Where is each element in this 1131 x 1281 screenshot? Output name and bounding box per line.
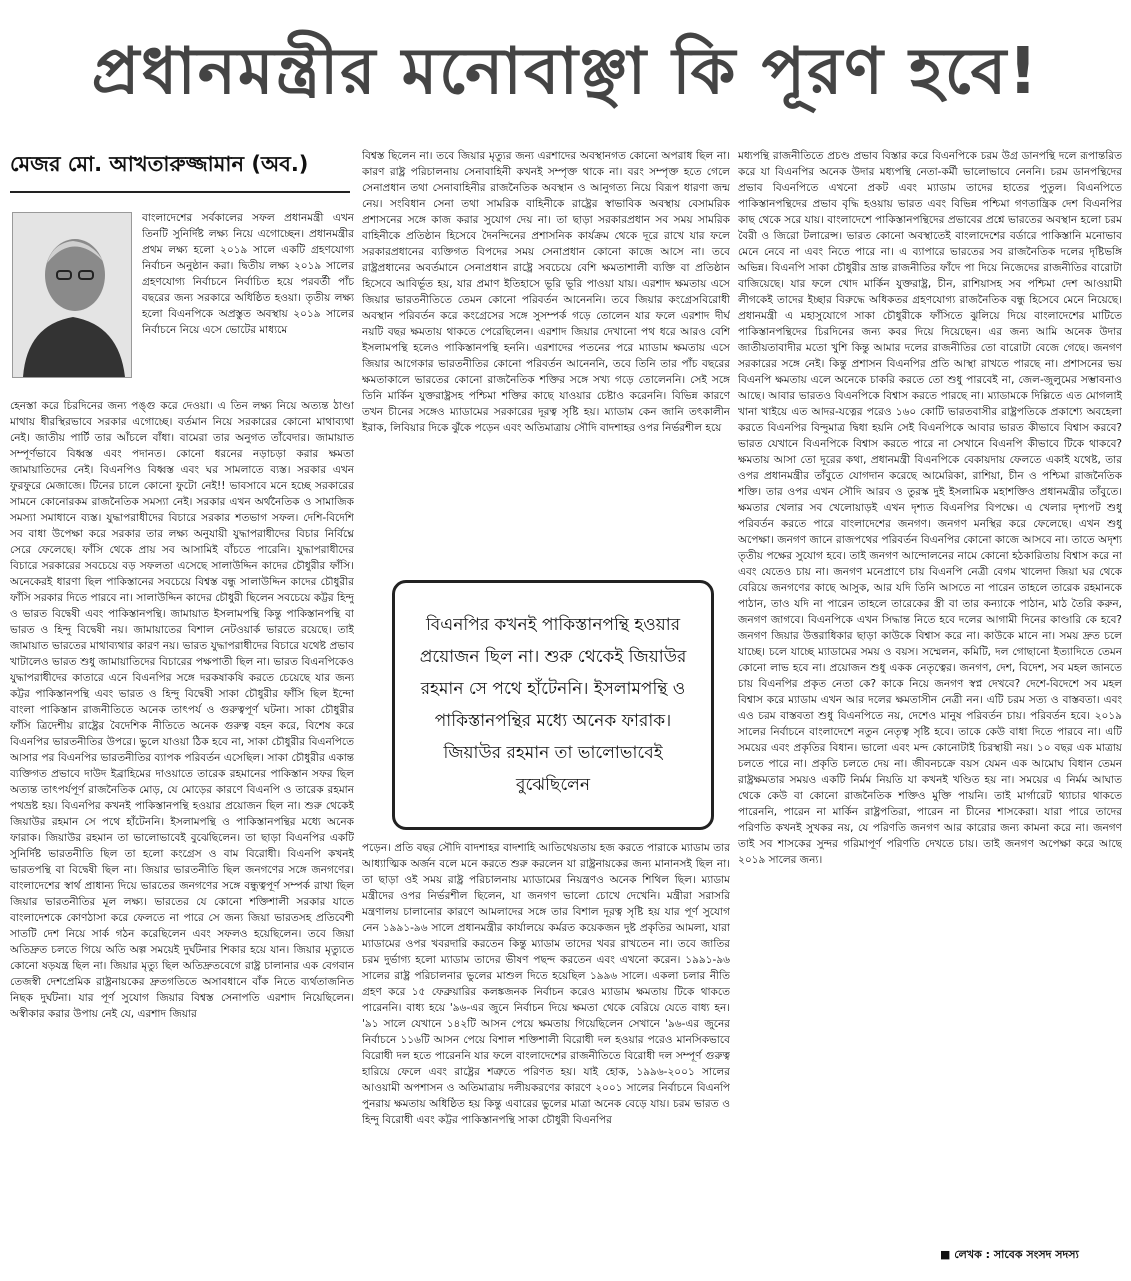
column-3: মধ্যপন্থি রাজনীতিতে প্রচণ্ড প্রভাব বিস্তার করে বিএনপিকে চরম উগ্র ডানপন্থি দলে রূপান্তরিত করে যা বিএনপির অনেক উদার মধ্যপন্থি নেতা-কর্মী ভালোভাবে নেননি। চরম ডানপন্থিদের প্রভাব বিএনপিতে এখনো প্রকট এবং ম্যাডাম তাদের হাতের পুতুল। বিএনপিতে পাকিস্তানপন্থিদের প্রভাব বৃদ্ধি হওয়ায় ভারত এবং বিভিন্ন পশ্চিমা গণতান্ত্রিক দেশ বিএনপির কাছ থেকে সরে যায়। বাংলাদেশে পাকিস্তানপন্থিদের প্রভাবের প্রশ্নে ভারতের অবস্থান হলো চরম বৈরী ও জিরো টলারেন্স। ভারত কোনো অবস্থাতেই বাংলাদেশের বর্ডারে পাকিস্তানি মনোভাব মেনে নেবে না এবং নিতে পারে না। এ ব্যাপারে ভারতের সব রাজনৈতিক দলের দৃষ্টিভঙ্গি অভিন্ন। বিএনপি সাকা চৌধুরীর ভ্রান্ত রাজনীতির ফাঁদে পা দিয়ে নিজেদের রাজনীতির বারোটা বাজিয়েছে। যার ফলে খোদ মার্কিন যুক্তরাষ্ট্র, চীন, রাশিয়াসহ সব পশ্চিমা দেশ আওয়ামী লীগকেই তাদের ইচ্ছার বিরুদ্ধে অধিকতর গ্রহণযোগ্য রাজনৈতিক বন্ধু হিসেবে মেনে নিয়েছে। প্রধানমন্ত্রী এ মহাসুযোগে সাকা চৌধুরীকে ফাঁসিতে ঝুলিয়ে দিয়ে বাংলাদেশের মাটিতে পাকিস্তানপন্থিদের চিরদিনের জন্য কবর দিয়ে দিয়েছেন। এর জন্য আমি অনেক উদার জাতীয়তাবাদীর মতো খুশি কিন্তু আমার দলের রাজনীতির তো বারোটা বেজে গেছে। জনগণ সরকারের সঙ্গে নেই। কিন্তু প্রশাসন বিএনপির প্রতি আস্থা রাখতে পারছে না। প্রশাসনের ভয় বিএনপি ক্ষমতায় এলে অনেকে চাকরি করতে তো শুধু পারবেই না, জেল-জুলুমের সম্ভাবনাও আছে। আবার ভারতও বিএনপিকে বিশ্বাস করতে পারছে না। ম্যাডামকে দিল্লিতে এত মোগলাই খানা খাইয়ে এত আদর-যত্নের পরেও ১৬০ কোটি ভারতবাসীর রাষ্ট্রপতিকে প্রকাশ্যে অবহেলা করতে বিএনপির বিন্দুমাত্র দ্বিধা হয়নি সেই বিএনপিকে আবার ভারত কীভাবে বিশ্বাস করবে? ভারত যেখানে বিএনপিকে বিশ্বাস করতে পারে না সেখানে বিএনপি কীভাবে টিকে থাকবে? ক্ষমতায় আসা তো দূরের কথা, প্রধানমন্ত্রী বিএনপিকে বেকায়দায় ফেলতে একাই যথেষ্ট, তার ওপর প্রধানমন্ত্রীর তাঁবুতে যোগদান করেছে আমেরিকা, রাশিয়া, চীন ও পশ্চিমা রাজনৈতিক শক্তি। তার ওপর এখন সৌদি আরব ও তুরস্ক দুই ইসলামিক মহাশক্তিও প্রধানমন্ত্রীর তাঁবুতে। ক্ষমতার খেলার সব খেলোয়াড়ই এখন দৃশ্যত বিএনপির বিপক্ষে। এ খেলার দৃশ্যপট শুধু পরিবর্তন করতে পারে বাংলাদেশের জনগণ। জনগণ মনস্থির করে ফেলেছে। এখন শুধু অপেক্ষা। জনগণ জানে রাজপথের পরিবর্তন বিএনপির কোনো কাজে আসবে না। তাতে অদৃশ্য তৃতীয় পক্ষের সুযোগ হবে। তাই জনগণ আন্দোলনের নামে কোনো হঠকারিতায় বিশ্বাস করে না এবং যেতেও চায় না। জনগণ মনেপ্রাণে চায় বিএনপি নেত্রী বেগম খালেদা জিয়া ঘর থেকে বেরিয়ে জনগণের কাছে আসুক, আর যদি তিনি আসতে না পারেন তাহলে তারেক রহমানকে পাঠান, তাও যদি না পারেন তাহলে তারেকের স্ত্রী বা তার কন্যাকে পাঠান, মাঠ তৈরি করুন, জনগণ জাগবে। বিএনপিকে এখন সিদ্ধান্ত নিতে হবে দলের আগামী দিনের কাণ্ডারি কে হবে? জনগণ জিয়ার উত্তরাধিকার ছাড়া কাউকে বিশ্বাস করে না। কাউকে মানে না। সময় দ্রুত চলে যাচ্ছে। চলে যাচ্ছে ম্যাডামের সময় ও বয়স। সম্মেলন, কমিটি, দল গোছানো ইত্যাদিতে তেমন কোনো লাভ হবে না। প্রয়োজন শুধু একক নেতৃত্বের। জনগণ, দেশ, বিদেশ, সব মহল জানতে চায় বিএনপির প্রকৃত নেতা কে? কাকে নিয়ে জনগণ স্বপ্ন দেখবে? দেশে-বিদেশে সব মহল বিশ্বাস করে ম্যাডাম এখন আর দলের ক্ষমতাসীন নেত্রী নন। এটি চরম সত্য ও বাস্তবতা। এবং এও চরম বাস্তবতা শুধু বিএনপিতে নয়, দেশেও মানুষ পরিবর্তন চায়। পরিবর্তন হবে। ২০১৯ সালের নির্বাচনে বাংলাদেশে নতুন নেতৃত্ব সৃষ্টি হবে। তাকে কেউ বাধা দিতে পারবে না। এটি সময়ের এবং প্রকৃতির বিধান। ভালো এবং মন্দ কোনোটাই চিরস্থায়ী নয়। ১০ বছর এক মাত্রায় চলতে পারে না। প্রকৃতি চলতে দেয় না। জীবনচক্রে বয়স যেমন এক আমোঘ বিধান তেমন রাষ্ট্রক্ষমতার সময়ও একটি নির্মম নিয়তি যা কখনই খণ্ডিত হয় না। সময়ের এ নির্মম আঘাত থেকে কেউ বা কোনো রাজনৈতিক শক্তিও মুক্তি পায়নি। তাই মার্গারেট থ্যাচার থাকতে পারেননি, পারেন না মার্কিন রাষ্ট্রপতিরা, পারেন না চীনের শাসকেরা। যারা পারে তাদের পরিণতি কখনই সুখকর নয়, যে পরিণতি জনগণ আর কারোর জন্য কামনা করে না। জনগণ তাই সব শাসকের সুন্দর গরিমাপূর্ণ পরিণতি দেখতে চায়। তাই জনগণ অপেক্ষা করে আছে ২০১৯ সালের জন্য।	[738, 150, 1122, 866]
author-photo	[12, 212, 132, 378]
column-2-top: বিশ্বস্ত ছিলেন না। তবে জিয়ার মৃত্যুর জন্য এরশাদের অবস্থানগত কোনো অপরাধ ছিল না। কারণ রাষ্ট্র পরিচালনায় সেনাবাহিনী কখনই সম্পৃক্ত থাকে না। বরং সম্পৃক্ত হতে গেলে সেনাপ্রধান তথা সেনাবাহিনীর রাজনৈতিক অবস্থান ও আনুগত্য নিয়ে বিরূপ ধারণা জন্ম নেয়। সংবিধান সেনা তথা সামরিক বাহিনীকে রাষ্ট্রের স্বাভাবিক অবস্থায় বেসামরিক প্রশাসনের সঙ্গে কাজ করার সুযোগ দেয় না। তা ছাড়া সরকারপ্রধান সব সময় সামরিক বাহিনীকে প্রতিষ্ঠান হিসেবে দৈনন্দিনের প্রশাসনিক কার্যক্রম থেকে দূরে রাখে যার ফলে সরকারপ্রধানের ব্যক্তিগত বিপদের সময় সেনাপ্রধান কোনো কাজে আসে না। তবে রাষ্ট্রপ্রধানের অবর্তমানে সেনাপ্রধান রাষ্ট্রে সবচেয়ে বেশি ক্ষমতাশালী ব্যক্তি বা প্রতিষ্ঠান হিসেবে আবির্ভূত হয়, যার প্রমাণ ইতিহাসে ভূরি ভূরি পাওয়া যায়। এরশাদ ক্ষমতায় এসে জিয়ার ভারতনীতিতে তেমন কোনো পরিবর্তন আনেননি। তবে জিয়ার কংগ্রেসবিরোধী অবস্থান পরিবর্তন করে কংগ্রেসের সঙ্গে সুসম্পর্ক গড়ে তোলেন যার ফলে এরশাদ দীর্ঘ নয়টি বছর ক্ষমতায় থাকতে পেরেছিলেন। এরশাদ জিয়ার দেখানো পথ ধরে আরও বেশি ইসলামপন্থি হলেও পাকিস্তানপন্থি হননি। এরশাদের পতনের পরে ম্যাডাম ক্ষমতায় এসে জিয়ার আগেকার ভারতনীতির কোনো পরিবর্তন আনেননি, তবে তিনি তার পাঁচ বছরের ক্ষমতাকালে ভারতের কোনো রাজনৈতিক শক্তির সঙ্গে সখ্য গড়ে তোলেননি। সেই সঙ্গে তিনি মার্কিন যুক্তরাষ্ট্রসহ পশ্চিমা শক্তির কাছে যাওয়ার চেষ্টাও করেননি। বিভিন্ন কারণে তখন চীনের সঙ্গেও ম্যাডামের সরকারের দূরত্ব সৃষ্টি হয়। ম্যাডাম কেন জানি তৎকালীন ইরাক, লিবিয়ার দিকে ঝুঁকে পড়েন এবং অতিমাত্রায় সৌদি বাদশাহর ওপর নির্ভরশীল হয়ে	[362, 150, 730, 434]
column-1-body: হেনস্তা করে চিরদিনের জন্য পঙ্গু করে দেওয়া। এ তিন লক্ষ্য নিয়ে অত্যন্ত ঠাণ্ডা মাথায় ধীরস্থিরভাবে সরকার এগোচ্ছে। বর্তমান নিয়ে সরকারের কোনো মাথাব্যথা নেই। জাতীয় পার্টি তার আঁচলে বাঁধা। বামেরা তার অনুগত তাঁবেদার। জামায়াত সম্পূর্ণভাবে বিধ্বস্ত এবং পদানত। কোনো ধরনের নড়াচড়া করার ক্ষমতা জামায়াতিদের নেই। বিএনপিও বিধ্বস্ত এবং ঘর সামলাতে ব্যস্ত। সরকার এখন ফুরফুরে মেজাজে। টিনের চালে কোনো ফুটো নেই!! ভাবসাবে মনে হচ্ছে সরকারের সামনে কোনোরকম রাজনৈতিক সমস্যা নেই। সরকার এখন অর্থনৈতিক ও সামাজিক সমস্যা সমাধানে ব্যস্ত। যুদ্ধাপরাধীদের বিচারে সরকার শতভাগ সফল। দেশি-বিদেশি সব বাধা উপেক্ষা করে সরকার তার লক্ষ্য অনুযায়ী যুদ্ধাপরাধীদের বিচার নির্বিঘ্নে সেরে ফেলেছে। ফাঁসি থেকে প্রায় সব আসামিই বাঁচতে পারেনি। যুদ্ধাপরাধীদের বিচারে সরকারের সবচেয়ে বড় সফলতা এসেছে সালাউদ্দিন কাদের চৌধুরীর ফাঁসি। অনেকেরই ধারণা ছিল পাকিস্তানের সবচেয়ে বিশ্বস্ত বন্ধু সালাউদ্দিন কাদের চৌধুরীর ফাঁসি সরকার দিতে পারবে না। সালাউদ্দিন কাদের চৌধুরী ছিলেন সবচেয়ে কট্টর হিন্দু ও ভারত বিদ্বেষী এবং পাকিস্তানপন্থি। জামায়াত ইসলামপন্থি কিন্তু পাকিস্তানপন্থি বা ভারত ও হিন্দু বিদ্বেষী নয়। জামায়াতের বিশাল নেটওয়ার্ক ভারতে রয়েছে। তাই জামায়াত ভারতের মাথাব্যথার কারণ নয়। ভারত যুদ্ধাপরাধীদের বিচারে যথেষ্ট প্রভাব খাটালেও ভারত শুধু জামায়াতিদের বিচারের পক্ষপাতী ছিল না। ভারত বিএনপিকেও যুদ্ধাপরাধীদের কাতারে এনে বিএনপির সঙ্গে দরকষাকষি করতে চেয়েছে যার জন্য কট্টর পাকিস্তানপন্থি এবং ভারত ও হিন্দু বিদ্বেষী সাকা চৌধুরীর ফাঁসি ছিল ইন্দো বাংলা পাকিস্তান রাজনীতিতে অনেক তাৎপর্য ও গুরুত্বপূর্ণ ঘটনা। সাকা চৌধুরীর ফাঁসি ত্রিদেশীয় রাষ্ট্রের বৈদেশিক নীতিতে অনেক গুরুত্ব বহন করে, বিশেষ করে বিএনপির ভারতনীতির উপরে। ভুলে যাওয়া ঠিক হবে না, সাকা চৌধুরীর বিএনপিতে আসার পর বিএনপির ভারতনীতির ব্যাপক পরিবর্তন এসেছিল। সাকা চৌধুরীর একান্ত ব্যক্তিগত প্রভাবে দাউদ ইব্রাহিমের দাওয়াতে তারেক রহমানের পাকিস্তান সফর ছিল অত্যন্ত তাৎপর্যপূর্ণ রাজনৈতিক মোড়, যে মোড়ের কারণে বিএনপি ও তারেক রহমান পথভ্রষ্ট হয়। বিএনপির কখনই পাকিস্তানপন্থি হওয়ার প্রয়োজন ছিল না। শুরু থেকেই জিয়াউর রহমান সে পথে হাঁটেননি। ইসলামপন্থি ও পাকিস্তানপন্থির মধ্যে অনেক ফারাক। জিয়াউর রহমান তা ভালোভাবেই বুঝেছিলেন। তা ছাড়া বিএনপির একটি সুনির্দিষ্ট ভারতনীতি ছিল তা হলো কংগ্রেস ও বাম বিরোধী। বিএনপি কখনই ভারতপন্থি বা বিদ্বেষী ছিল না। জিয়ার ভারতনীতি ছিল জনগণের সঙ্গে জনগণের। বাংলাদেশের স্বার্থ প্রাধান্য দিয়ে ভারতের জনগণের সঙ্গে বন্ধুত্বপূর্ণ সম্পর্ক রাখা ছিল জিয়ার ভারতনীতির মূল লক্ষ্য। ভারতের যে কোনো শক্তিশালী সরকার যাতে বাংলাদেশকে কোণঠাসা করে ফেলতে না পারে সে জন্য জিয়া ভারতসহ প্রতিবেশী সাতটি দেশ নিয়ে সার্ক গঠন করেছিলেন এবং সফলও হয়েছিলেন। তবে জিয়া অতিদ্রুত চলতে গিয়ে অতি অল্প সময়েই দুর্ঘটনার শিকার হয়ে যান। জিয়ার মৃত্যুতে কোনো ষড়যন্ত্র ছিল না। জিয়ার মৃত্যু ছিল অতিদ্রুতবেগে রাষ্ট্র চালানার এক বেগবান তেজস্বী দেশপ্রেমিক রাষ্ট্রনায়কের দ্রুতগতিতে অসাবধানে বাঁক নিতে ব্যর্থতাজনিত নিছক দুর্ঘটনা। যার পূর্ণ সুযোগ জিয়ার বিশ্বস্ত সেনাপতি এরশাদ নিয়েছিলেন। অস্বীকার করার উপায় নেই যে, এরশাদ জিয়ার	[10, 400, 354, 1020]
column-2-bottom: পড়েন। প্রতি বছর সৌদি বাদশাহর বাদশাহি আতিথেয়তায় হজ করতে পারাকে ম্যাডাম তার আধ্যাত্মিক অর্জন বলে মনে করতে শুরু করলেন যা রাষ্ট্রনায়কের জন্য মানানসই ছিল না। তা ছাড়া ওই সময় রাষ্ট্র পরিচালনায় ম্যাডামের নিয়ন্ত্রণও অনেক শিথিল ছিল। ম্যাডাম মন্ত্রীদের ওপর নির্ভরশীল ছিলেন, যা জনগণ ভালো চোখে দেখেনি। মন্ত্রীরা সরাসরি মন্ত্রণালয় চালানোর কারণে আমলাদের সঙ্গে তার বিশাল দূরত্ব সৃষ্টি হয় যার পূর্ণ সুযোগ নেন ১৯৯১-৯৬ সালে প্রধানমন্ত্রীর কার্যালয়ে কর্মরত কয়েকজন দুষ্ট প্রকৃতির আমলা, যারা ম্যাডামের ওপর খবরদারি করতেন কিন্তু ম্যাডাম তাদের খবর রাখতেন না। তবে জাতির চরম দুর্ভাগ্য হলো ম্যাডাম তাদের ভীষণ পছন্দ করতেন এবং এখনো করেন। ১৯৯১-৯৬ সালের রাষ্ট্র পরিচালনার ভুলের মাশুল দিতে হয়েছিল ১৯৯৬ সালে। একলা চলার নীতি গ্রহণ করে ১৫ ফেব্রুয়ারির কলঙ্কজনক নির্বাচন করেও ম্যাডাম ক্ষমতায় টিকে থাকতে পারেননি। বাধ্য হয়ে '৯৬-এর জুনে নির্বাচন দিয়ে ক্ষমতা থেকে বেরিয়ে যেতে বাধ্য হন। '৯১ সালে যেখানে ১৪২টি আসন পেয়ে ক্ষমতায় গিয়েছিলেন সেখানে '৯৬-এর জুনের নির্বাচনে ১১৬টি আসন পেয়ে বিশাল শক্তিশালী বিরোধী দল হওয়ার পরেও মানসিকভাবে বিরোধী দল হতে পারেননি যার ফলে বাংলাদেশের রাজনীতিতে বিরোধী দল সম্পূর্ণ গুরুত্ব হারিয়ে ফেলে এবং রাষ্ট্রের শত্রুতে পরিণত হয়। যাই হোক, ১৯৯৬-২০০১ সালের আওয়ামী অপশাসন ও অতিমাত্রায় দলীয়করণের কারণে ২০০১ সালের নির্বাচনে বিএনপি পুনরায় ক্ষমতায় অধিষ্ঠিত হয় কিন্তু এবারের ভুলের মাত্রা অনেক বেড়ে যায়। চরম ভারত ও হিন্দু বিরোধী এবং কট্টর পাকিস্তানপন্থি সাকা চৌধুরী বিএনপির	[362, 842, 730, 1126]
author-portrait-icon	[13, 213, 131, 377]
headline: প্রধানমন্ত্রীর মনোবাঞ্ছা কি পূরণ হবে!	[91, 34, 1040, 109]
pull-quote	[392, 580, 714, 830]
byline: মেজর মো. আখতারুজ্জামান (অব.)	[10, 148, 350, 193]
pull-quote-text: বিএনপির কখনই পাকিস্তানপন্থি হওয়ার প্রয়োজন ছিল না। শুরু থেকেই জিয়াউর রহমান সে পথে হাঁটেননি। ইসলামপন্থি ও পাকিস্তানপন্থির মধ্যে অনেক ফারাক। জিয়াউর রহমান তা ভালোভাবেই বুঝেছিলেন	[419, 615, 687, 795]
author-credit: ■ লেখক : সাবেক সংসদ সদস্য	[940, 1248, 1079, 1261]
column-1-top: বাংলাদেশের সর্বকালের সফল প্রধানমন্ত্রী এখন তিনটি সুনির্দিষ্ট লক্ষ্য নিয়ে এগোচ্ছেন। প্রধানমন্ত্রীর প্রথম লক্ষ্য হলো ২০১৯ সালে একটি গ্রহণযোগ্য নির্বাচন অনুষ্ঠান করা। দ্বিতীয় লক্ষ্য ২০১৯ সালের গ্রহণযোগ্য নির্বাচনে নির্বাচিত হয়ে পরবর্তী পাঁচ বছরের জন্য সরকারে অধিষ্ঠিত হওয়া। তৃতীয় লক্ষ্য হলো বিএনপিকে অপ্রস্তুত অবস্থায় ২০১৯ সালের নির্বাচনে নিয়ে এসে ভোটের মাধ্যমে	[142, 212, 354, 336]
